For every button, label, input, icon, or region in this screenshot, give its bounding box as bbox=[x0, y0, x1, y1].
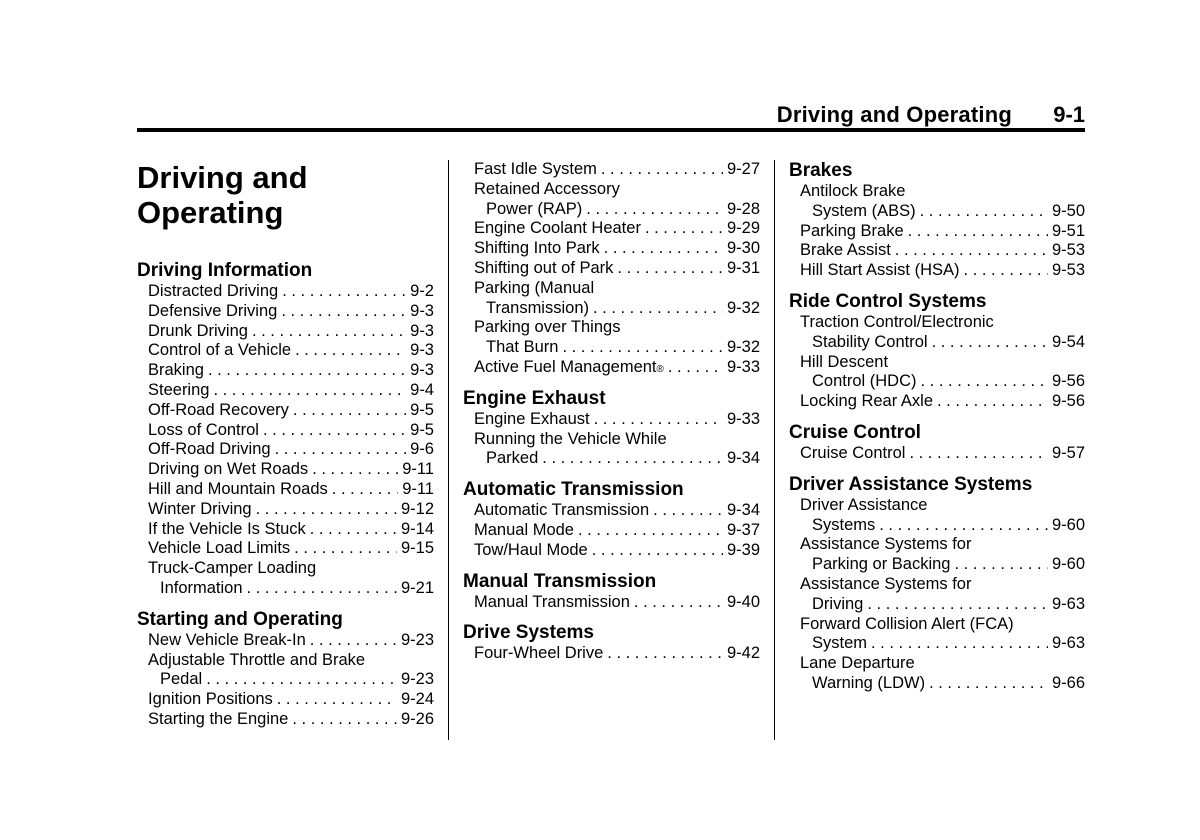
entry-title-text: Off-Road Driving bbox=[148, 440, 271, 459]
entry-title-text: Driving on Wet Roads bbox=[148, 460, 309, 479]
page-number: 9-28 bbox=[726, 199, 760, 218]
section-heading: Driver Assistance Systems bbox=[789, 473, 1033, 495]
dot-leader bbox=[542, 449, 723, 469]
dot-leader bbox=[208, 361, 406, 381]
entry-title-text: Forward Collision Alert (FCA) bbox=[800, 614, 1014, 633]
page-number: 9-23 bbox=[400, 630, 434, 649]
dot-leader bbox=[879, 516, 1048, 536]
dot-leader bbox=[617, 259, 723, 279]
toc-column-1 bbox=[137, 160, 434, 740]
dot-leader bbox=[332, 480, 398, 500]
entry-title-text: Automatic Transmission bbox=[474, 501, 650, 520]
page-number: 9-56 bbox=[1051, 392, 1085, 411]
dot-leader bbox=[578, 521, 723, 541]
entry-title-text: Steering bbox=[148, 380, 210, 399]
entry-title-text: Transmission) bbox=[486, 298, 589, 317]
page-number: 9-3 bbox=[410, 361, 434, 380]
page-number: 9-34 bbox=[726, 449, 760, 468]
dot-leader bbox=[206, 670, 397, 690]
page-number: 9-40 bbox=[726, 592, 760, 611]
dot-leader bbox=[921, 372, 1048, 392]
page-number: 9-39 bbox=[726, 540, 760, 559]
entry-title-text: Four-Wheel Drive bbox=[474, 644, 604, 663]
toc-section bbox=[463, 388, 760, 469]
entry-title-text: Parking or Backing bbox=[812, 555, 951, 574]
dot-leader bbox=[645, 219, 723, 239]
toc-entry[interactable] bbox=[463, 279, 760, 319]
dot-leader bbox=[653, 501, 723, 521]
toc-entry[interactable] bbox=[789, 353, 1085, 393]
entry-title-text: Power (RAP) bbox=[486, 199, 583, 218]
entry-title-text: Truck-Camper Loading bbox=[148, 559, 317, 578]
entry-title-text: Cruise Control bbox=[800, 443, 906, 462]
toc-entry[interactable] bbox=[463, 541, 760, 561]
toc-section bbox=[789, 422, 1085, 464]
column-divider bbox=[774, 160, 775, 740]
entry-title-text: Warning (LDW) bbox=[812, 673, 926, 692]
toc-entry[interactable] bbox=[137, 500, 434, 520]
toc-entry[interactable] bbox=[463, 430, 760, 470]
header-rule bbox=[137, 128, 1085, 132]
page-number: 9-51 bbox=[1051, 221, 1085, 240]
toc-column-3 bbox=[789, 160, 1085, 704]
page-number: 9-66 bbox=[1051, 673, 1085, 692]
page-number: 9-3 bbox=[410, 301, 434, 320]
entry-title-text: If the Vehicle Is Stuck bbox=[148, 519, 306, 538]
page-number: 9-15 bbox=[400, 539, 434, 558]
toc-entry[interactable] bbox=[789, 496, 1085, 536]
entry-title-text: Control (HDC) bbox=[812, 372, 917, 391]
toc-section bbox=[463, 571, 760, 613]
page-number: 9-37 bbox=[726, 520, 760, 539]
toc-entry[interactable] bbox=[463, 160, 760, 180]
toc-entry[interactable] bbox=[137, 322, 434, 342]
toc-entry[interactable] bbox=[137, 631, 434, 651]
entry-title-text: Ignition Positions bbox=[148, 690, 273, 709]
toc-entry[interactable] bbox=[789, 222, 1085, 242]
toc-entry[interactable] bbox=[137, 361, 434, 381]
page-number: 9-63 bbox=[1051, 634, 1085, 653]
page-number: 9-54 bbox=[1051, 332, 1085, 351]
entry-title-text: Assistance Systems for bbox=[800, 535, 972, 554]
page-number: 9-53 bbox=[1051, 241, 1085, 260]
dot-leader bbox=[292, 710, 397, 730]
toc-entry[interactable] bbox=[789, 535, 1085, 575]
entry-title-text: Shifting out of Park bbox=[474, 258, 614, 277]
entry-title-text: Winter Driving bbox=[148, 499, 252, 518]
column-divider bbox=[448, 160, 449, 740]
toc-section bbox=[789, 474, 1085, 694]
page-number: 9-27 bbox=[726, 160, 760, 178]
entry-title-text: Traction Control/Electronic bbox=[800, 312, 994, 331]
page-number: 9-11 bbox=[402, 479, 434, 498]
page-number: 9-60 bbox=[1051, 555, 1085, 574]
toc-entry[interactable] bbox=[463, 239, 760, 259]
section-heading: Automatic Transmission bbox=[463, 479, 684, 501]
page-number: 9-32 bbox=[726, 298, 760, 317]
entry-title-text: Assistance Systems for bbox=[800, 574, 972, 593]
toc-entry[interactable] bbox=[137, 302, 434, 322]
page-number: 9-33 bbox=[726, 409, 760, 428]
running-header-title: Driving and Operating bbox=[776, 102, 1012, 127]
page-number: 9-29 bbox=[726, 219, 760, 238]
chapter-title: Driving and Operating bbox=[137, 160, 308, 230]
dot-leader bbox=[964, 261, 1048, 281]
dot-leader bbox=[586, 200, 723, 220]
entry-title-text: Hill Descent bbox=[800, 352, 889, 371]
toc-entry[interactable] bbox=[463, 501, 760, 521]
page-number: 9-5 bbox=[410, 420, 434, 439]
dot-leader bbox=[929, 674, 1048, 694]
entry-title-text: Parking over Things bbox=[474, 318, 621, 337]
entry-title-text: Drunk Driving bbox=[148, 321, 248, 340]
toc-entry[interactable] bbox=[137, 421, 434, 441]
entry-title-text: Lane Departure bbox=[800, 654, 915, 673]
page-number: 9-26 bbox=[400, 709, 434, 728]
entry-title-text: Parking Brake bbox=[800, 221, 904, 240]
toc-column-2 bbox=[463, 160, 760, 674]
toc-section bbox=[463, 160, 760, 378]
entry-title-text: Shifting Into Park bbox=[474, 239, 600, 258]
page-number: 9-14 bbox=[400, 519, 434, 538]
dot-leader bbox=[263, 421, 406, 441]
dot-leader bbox=[920, 202, 1048, 222]
section-heading: Drive Systems bbox=[463, 622, 594, 644]
dot-leader bbox=[213, 381, 406, 401]
dot-leader bbox=[282, 282, 406, 302]
page-number: 9-21 bbox=[400, 578, 434, 597]
section-heading: Brakes bbox=[789, 160, 853, 181]
page-number: 9-53 bbox=[1051, 261, 1085, 280]
section-heading: Starting and Operating bbox=[137, 608, 343, 630]
entry-title-text: Driving bbox=[812, 594, 864, 613]
entry-title-text: Control of a Vehicle bbox=[148, 341, 292, 360]
toc-entry[interactable] bbox=[463, 410, 760, 430]
entry-title-text: Engine Coolant Heater bbox=[474, 219, 641, 238]
entry-title-text: Parked bbox=[486, 449, 539, 468]
toc-entry[interactable] bbox=[137, 559, 434, 599]
entry-title-text: Hill Start Assist (HSA) bbox=[800, 261, 960, 280]
page-number: 9-3 bbox=[410, 341, 434, 360]
entry-title-text: Fast Idle System bbox=[474, 160, 597, 178]
entry-title-text: Defensive Driving bbox=[148, 301, 278, 320]
page-number: 9-4 bbox=[410, 380, 434, 399]
page-number: 9-3 bbox=[410, 321, 434, 340]
toc-entry[interactable] bbox=[137, 460, 434, 480]
toc-section bbox=[789, 160, 1085, 281]
dot-leader bbox=[594, 410, 723, 430]
toc-entry[interactable] bbox=[463, 259, 760, 279]
dot-leader bbox=[592, 541, 723, 561]
toc-entry[interactable] bbox=[789, 392, 1085, 412]
page-number: 9-33 bbox=[726, 357, 760, 376]
entry-title-text: Tow/Haul Mode bbox=[474, 540, 588, 559]
toc-entry[interactable] bbox=[789, 241, 1085, 261]
dot-leader bbox=[312, 460, 398, 480]
page-number: 9-56 bbox=[1051, 372, 1085, 391]
toc-section bbox=[137, 609, 434, 730]
page-number: 9-23 bbox=[400, 670, 434, 689]
dot-leader bbox=[295, 341, 406, 361]
page-number: 9-5 bbox=[410, 400, 434, 419]
dot-leader bbox=[867, 595, 1048, 615]
toc-entry[interactable]: Active Fuel Management ® . . . 9-33 bbox=[463, 358, 760, 378]
toc-entry[interactable] bbox=[789, 654, 1085, 694]
entry-title-text: Distracted Driving bbox=[148, 282, 279, 300]
toc-entry[interactable] bbox=[137, 440, 434, 460]
entry-title-text: Driver Assistance bbox=[800, 495, 928, 514]
page-number: 9-63 bbox=[1051, 594, 1085, 613]
dot-leader bbox=[909, 444, 1048, 464]
dot-leader bbox=[871, 634, 1048, 654]
page-number: 9-30 bbox=[726, 239, 760, 258]
page-number: 9-2 bbox=[410, 282, 434, 300]
entry-title-text: Pedal bbox=[160, 670, 203, 689]
toc-section bbox=[789, 291, 1085, 412]
entry-title-text: That Burn bbox=[486, 338, 559, 357]
toc-entry[interactable] bbox=[463, 521, 760, 541]
entry-title-text: Retained Accessory bbox=[474, 179, 620, 198]
page-number: 9-24 bbox=[400, 690, 434, 709]
toc-section bbox=[463, 622, 760, 664]
entry-title-text: Starting the Engine bbox=[148, 709, 289, 728]
section-heading: Manual Transmission bbox=[463, 570, 657, 592]
entry-title-text: Off-Road Recovery bbox=[148, 400, 289, 419]
entry-title-text: Locking Rear Axle bbox=[800, 392, 933, 411]
page-number: 9-34 bbox=[726, 501, 760, 520]
toc-entry[interactable] bbox=[789, 444, 1085, 464]
page-number: 9-57 bbox=[1051, 443, 1085, 462]
dot-leader bbox=[601, 160, 723, 180]
toc-entry[interactable] bbox=[137, 381, 434, 401]
entry-title-text: Braking bbox=[148, 361, 204, 380]
dot-leader bbox=[908, 222, 1048, 242]
entry-title-text: Hill and Mountain Roads bbox=[148, 479, 328, 498]
entry-title-text: Running the Vehicle While bbox=[474, 429, 667, 448]
dot-leader bbox=[604, 239, 723, 259]
dot-leader bbox=[294, 539, 397, 559]
running-header bbox=[137, 100, 1085, 130]
entry-title-text: Loss of Control bbox=[148, 420, 259, 439]
toc-entry[interactable] bbox=[137, 710, 434, 730]
toc-entry[interactable] bbox=[137, 282, 434, 302]
entry-title-text: New Vehicle Break-In bbox=[148, 630, 306, 649]
page-number: 9-42 bbox=[726, 644, 760, 663]
entry-title-text: Vehicle Load Limits bbox=[148, 539, 291, 558]
entry-title-text: Parking (Manual bbox=[474, 278, 595, 297]
entry-title-text: Systems bbox=[812, 515, 876, 534]
page-number: 9-6 bbox=[410, 440, 434, 459]
dot-leader bbox=[277, 690, 397, 710]
toc-entry[interactable] bbox=[789, 261, 1085, 281]
dot-leader bbox=[634, 593, 723, 613]
toc-entry[interactable] bbox=[137, 651, 434, 691]
toc-entry[interactable] bbox=[137, 690, 434, 710]
dot-leader bbox=[310, 520, 397, 540]
dot-leader bbox=[607, 644, 723, 664]
toc-entry[interactable] bbox=[137, 341, 434, 361]
entry-title-text: Antilock Brake bbox=[800, 182, 906, 200]
entry-title-text: System bbox=[812, 634, 868, 653]
toc-entry[interactable] bbox=[463, 180, 760, 220]
entry-title-text: Active Fuel Management bbox=[474, 357, 657, 376]
section-heading: Ride Control Systems bbox=[789, 290, 987, 312]
page-number: 9-50 bbox=[1051, 201, 1085, 220]
toc-entry[interactable] bbox=[137, 401, 434, 421]
section-heading: Driving Information bbox=[137, 260, 313, 281]
running-header-page-number: 9-1 bbox=[1053, 102, 1085, 127]
toc-entry[interactable] bbox=[789, 313, 1085, 353]
toc-entry[interactable] bbox=[463, 219, 760, 239]
dot-leader bbox=[281, 302, 406, 322]
entry-title-text: Brake Assist bbox=[800, 241, 891, 260]
toc-entry[interactable] bbox=[789, 575, 1085, 615]
dot-leader bbox=[256, 500, 397, 520]
entry-title-text: Manual Mode bbox=[474, 520, 574, 539]
page-number: 9-60 bbox=[1051, 515, 1085, 534]
toc-entry[interactable] bbox=[137, 480, 434, 500]
toc-section bbox=[463, 479, 760, 560]
dot-leader bbox=[668, 358, 723, 378]
toc-section bbox=[137, 260, 434, 599]
toc-entry[interactable] bbox=[137, 539, 434, 559]
dot-leader bbox=[895, 241, 1048, 261]
dot-leader bbox=[937, 392, 1048, 412]
dot-leader bbox=[955, 555, 1048, 575]
entry-title-text: Adjustable Throttle and Brake bbox=[148, 650, 366, 669]
toc-entry[interactable] bbox=[137, 520, 434, 540]
section-heading: Engine Exhaust bbox=[463, 387, 606, 409]
toc-entry[interactable] bbox=[463, 318, 760, 358]
toc-entry[interactable] bbox=[463, 644, 760, 664]
entry-title-text: Engine Exhaust bbox=[474, 409, 590, 428]
dot-leader bbox=[593, 299, 723, 319]
dot-leader bbox=[247, 579, 397, 599]
toc-entry[interactable] bbox=[463, 593, 760, 613]
page-number: 9-11 bbox=[402, 460, 434, 479]
dot-leader bbox=[562, 338, 723, 358]
entry-title-text: System (ABS) bbox=[812, 201, 916, 220]
dot-leader bbox=[252, 322, 406, 342]
page-number: 9-12 bbox=[400, 499, 434, 518]
dot-leader bbox=[310, 631, 397, 651]
page-number: 9-32 bbox=[726, 338, 760, 357]
entry-title-text: Information bbox=[160, 578, 243, 597]
entry-title-text: Stability Control bbox=[812, 332, 928, 351]
entry-title-text: Manual Transmission bbox=[474, 592, 630, 611]
dot-leader bbox=[293, 401, 406, 421]
page-number: 9-31 bbox=[726, 258, 760, 277]
dot-leader bbox=[275, 440, 407, 460]
section-heading: Cruise Control bbox=[789, 421, 921, 443]
toc-entry[interactable] bbox=[789, 615, 1085, 655]
toc-entry[interactable] bbox=[789, 182, 1085, 222]
dot-leader bbox=[932, 333, 1048, 353]
